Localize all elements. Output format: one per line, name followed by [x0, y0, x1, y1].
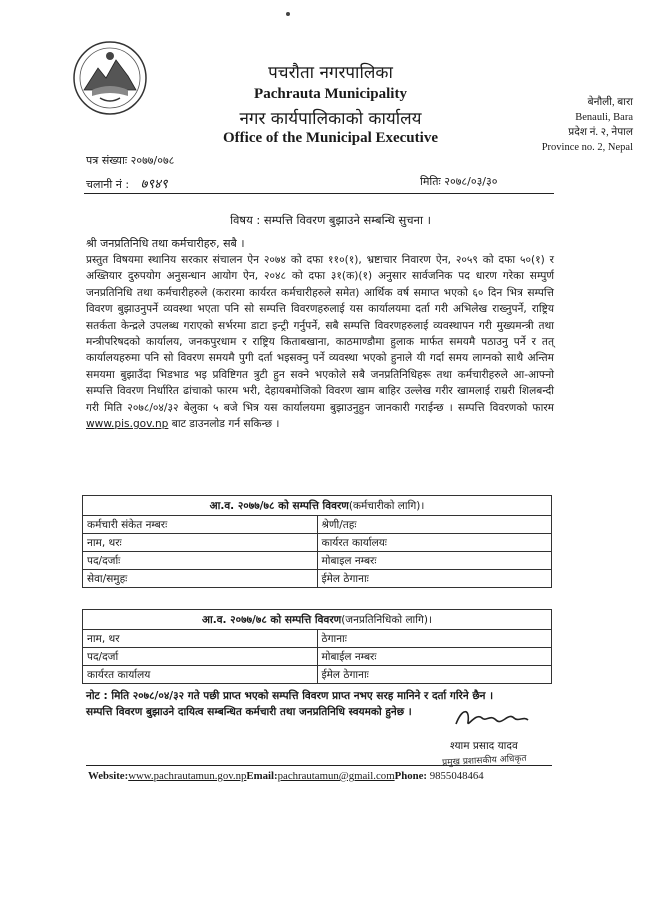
email-label: Email: [246, 770, 278, 782]
table-row [83, 630, 552, 648]
dispatch-number [86, 174, 168, 192]
municipality-name-en: Pachrauta Municipality [254, 86, 407, 102]
form-cell: सेवा/समुहः [83, 570, 318, 588]
address-block [542, 95, 633, 155]
table-row [83, 648, 552, 666]
table-row [83, 570, 552, 588]
staff-form-title: आ.व. २०७७/७८ को सम्पत्ति विवरण(कर्मचारीको लागि)। [83, 496, 552, 516]
table-row [83, 552, 552, 570]
form-cell: ईमेल ठेगानाः [317, 570, 552, 588]
address-line1-np: बेनौली, बारा [587, 97, 633, 108]
form-cell: नाम, थर [83, 630, 318, 648]
form-cell: ईमेल ठेगानाः [317, 666, 552, 684]
website-link[interactable]: www.pachrautamun.gov.np [128, 770, 247, 782]
form-cell: कार्यरत कार्यालयः [317, 534, 552, 552]
scan-dot [286, 12, 290, 16]
form-cell: कर्मचारी संकेत नम्बरः [83, 516, 318, 534]
form-cell: मोबाईल नम्बरः [317, 648, 552, 666]
signatory-name: श्याम प्रसाद यादव [450, 740, 518, 752]
form-cell: श्रेणी/तहः [317, 516, 552, 534]
municipality-name-np: पचरौता नगरपालिका [268, 63, 393, 83]
table-row [83, 516, 552, 534]
signatory-stamp: प्रमुख प्रशासकीय अधिकृत [441, 753, 527, 769]
address-line2-np: प्रदेश नं. २, नेपाल [568, 127, 633, 138]
notice-body-end: बाट डाउनलोड गर्न सकिन्छ । [171, 418, 280, 431]
office-name-en: Office of the Municipal Executive [223, 130, 438, 146]
notice-body [86, 252, 554, 432]
form-cell: ठेगानाः [317, 630, 552, 648]
footer [88, 770, 484, 782]
deadline-note: नोट : मिति २०७८/०४/३२ गते पछी प्राप्त भएको सम्पत्ति विवरण प्राप्त नभए सरह मानिने र दर्ता गरिने छैन । [86, 690, 494, 702]
form-cell: कार्यरत कार्यालय [83, 666, 318, 684]
dispatch-number-label: चलानी नं : [86, 178, 130, 191]
address-line1-en: Benauli, Bara [575, 112, 633, 123]
footer-rule [86, 765, 552, 766]
website-label: Website: [88, 770, 129, 782]
address-line2-en: Province no. 2, Nepal [541, 142, 633, 153]
letter-number: पत्र संख्याः २०७७/०७८ [86, 154, 175, 167]
form-cell: पद/दर्जाः [83, 552, 318, 570]
phone-number: 9855048464 [429, 770, 484, 782]
representative-asset-form [82, 609, 552, 684]
salutation: श्री जनप्रतिनिधि तथा कर्मचारीहरु, सबै । [86, 237, 245, 250]
notice-body-text: प्रस्तुत विषयमा स्थानिय सरकार संचालन ऐन २०७४ को दफा ११०(१), भ्रष्टाचार निवारण ऐन, २०५९ को दफा ५०(१) र अख्तियार दुरुपयोग अनुसन्धान आयोग ऐन, २०४८ को दफा ३१(क)(१) अनुसार सार्वजनिक पद धारण गरेका सम्पुर्ण जनप्रतिनिधि तथा कर्मचारीहरुले (करारमा कार्यरत कर्मचारीहरुले समेत) आर्थिक वर्ष समाप्त भएको ६० दिन भित्र सम्पत्ति विवरण बुझाउनुपर्ने व्यवस्था भएता पनि सो सम्पत्ति विवरणहरुलाई यस कार्यालयमा दर्ता गरी अभिलेख राख्नुपर्ने, राष्ट्रिय सतर्कता केन्द्रले उपलब्ध गराएको सर्भरमा डाटा इन्ट्री गर्नुपर्ने, सबै सम्पत्ति विवरणहरुलाई व्यवस्थापन गरी मुख्यमन्त्री तथा मन्त्रीपरिषदको कार्यालय, जनकपुरधाम र राष्ट्रिय किताबखाना, काठमाण्डौमा हुलाक मार्फत समयमै पठाउनु पर्ने र तत् कार्यालयहरुमा पनि सो विवरण समयमै पुगी दर्ता भइसक्नु पर्ने व्यवस्था भएको हुनाले यी गर्दा समय लाग्नको साथै अन्तिम समयमा बुझाउँदा भिडभाड भइ प्रविष्टिगत त्रुटी हुन सक्ने भएकोले सबै जनप्रतिनिधिहरू तथा कर्मचारीहरुले आ-आफ्नो सम्पत्ति विवरण निर्धारित ढांचाको फारम भरी, देहायबमोजिको विवरण खाम बाहिर उल्लेख गरीर खामलाई राम्ररी शिलबन्दी गरी मिति २०७८/०४/३२ बेलुका ५ बजे भित्र यस कार्यालयमा बुझाउनुहुन जानकारी गराईन्छ । [86, 254, 554, 414]
office-name-np: नगर कार्यपालिकाको कार्यालय [239, 109, 422, 129]
signature-icon [452, 702, 532, 732]
subject-line: विषय : सम्पत्ति विवरण बुझाउने सम्बन्धि सुचना । [230, 213, 431, 227]
table-row [83, 534, 552, 552]
dispatch-number-value: ७९४९ [140, 177, 168, 192]
header-rule [84, 193, 554, 194]
table-row [83, 666, 552, 684]
form-cell: पद/दर्जा [83, 648, 318, 666]
letter-date: मितिः २०७८/०३/३० [420, 175, 498, 188]
rep-form-title: आ.व. २०७७/७८ को सम्पत्ति विवरण(जनप्रतिनिधिको लागि)। [83, 610, 552, 630]
phone-label: Phone: [394, 770, 428, 782]
form-cell: नाम, थरः [83, 534, 318, 552]
notice-body-tail: सम्पत्ति विवरणको फारम [457, 401, 554, 414]
email-link[interactable]: pachrautamun@gmail.com [277, 770, 395, 782]
responsibility-note: सम्पत्ति विवरण बुझाउने दायित्व सम्बन्धित कर्मचारी तथा जनप्रतिनिधि स्वयमको हुनेछ । [86, 706, 412, 718]
form-cell: मोबाइल नम्बरः [317, 552, 552, 570]
staff-asset-form [82, 495, 552, 588]
pis-link[interactable]: www.pis.gov.np [86, 418, 169, 431]
